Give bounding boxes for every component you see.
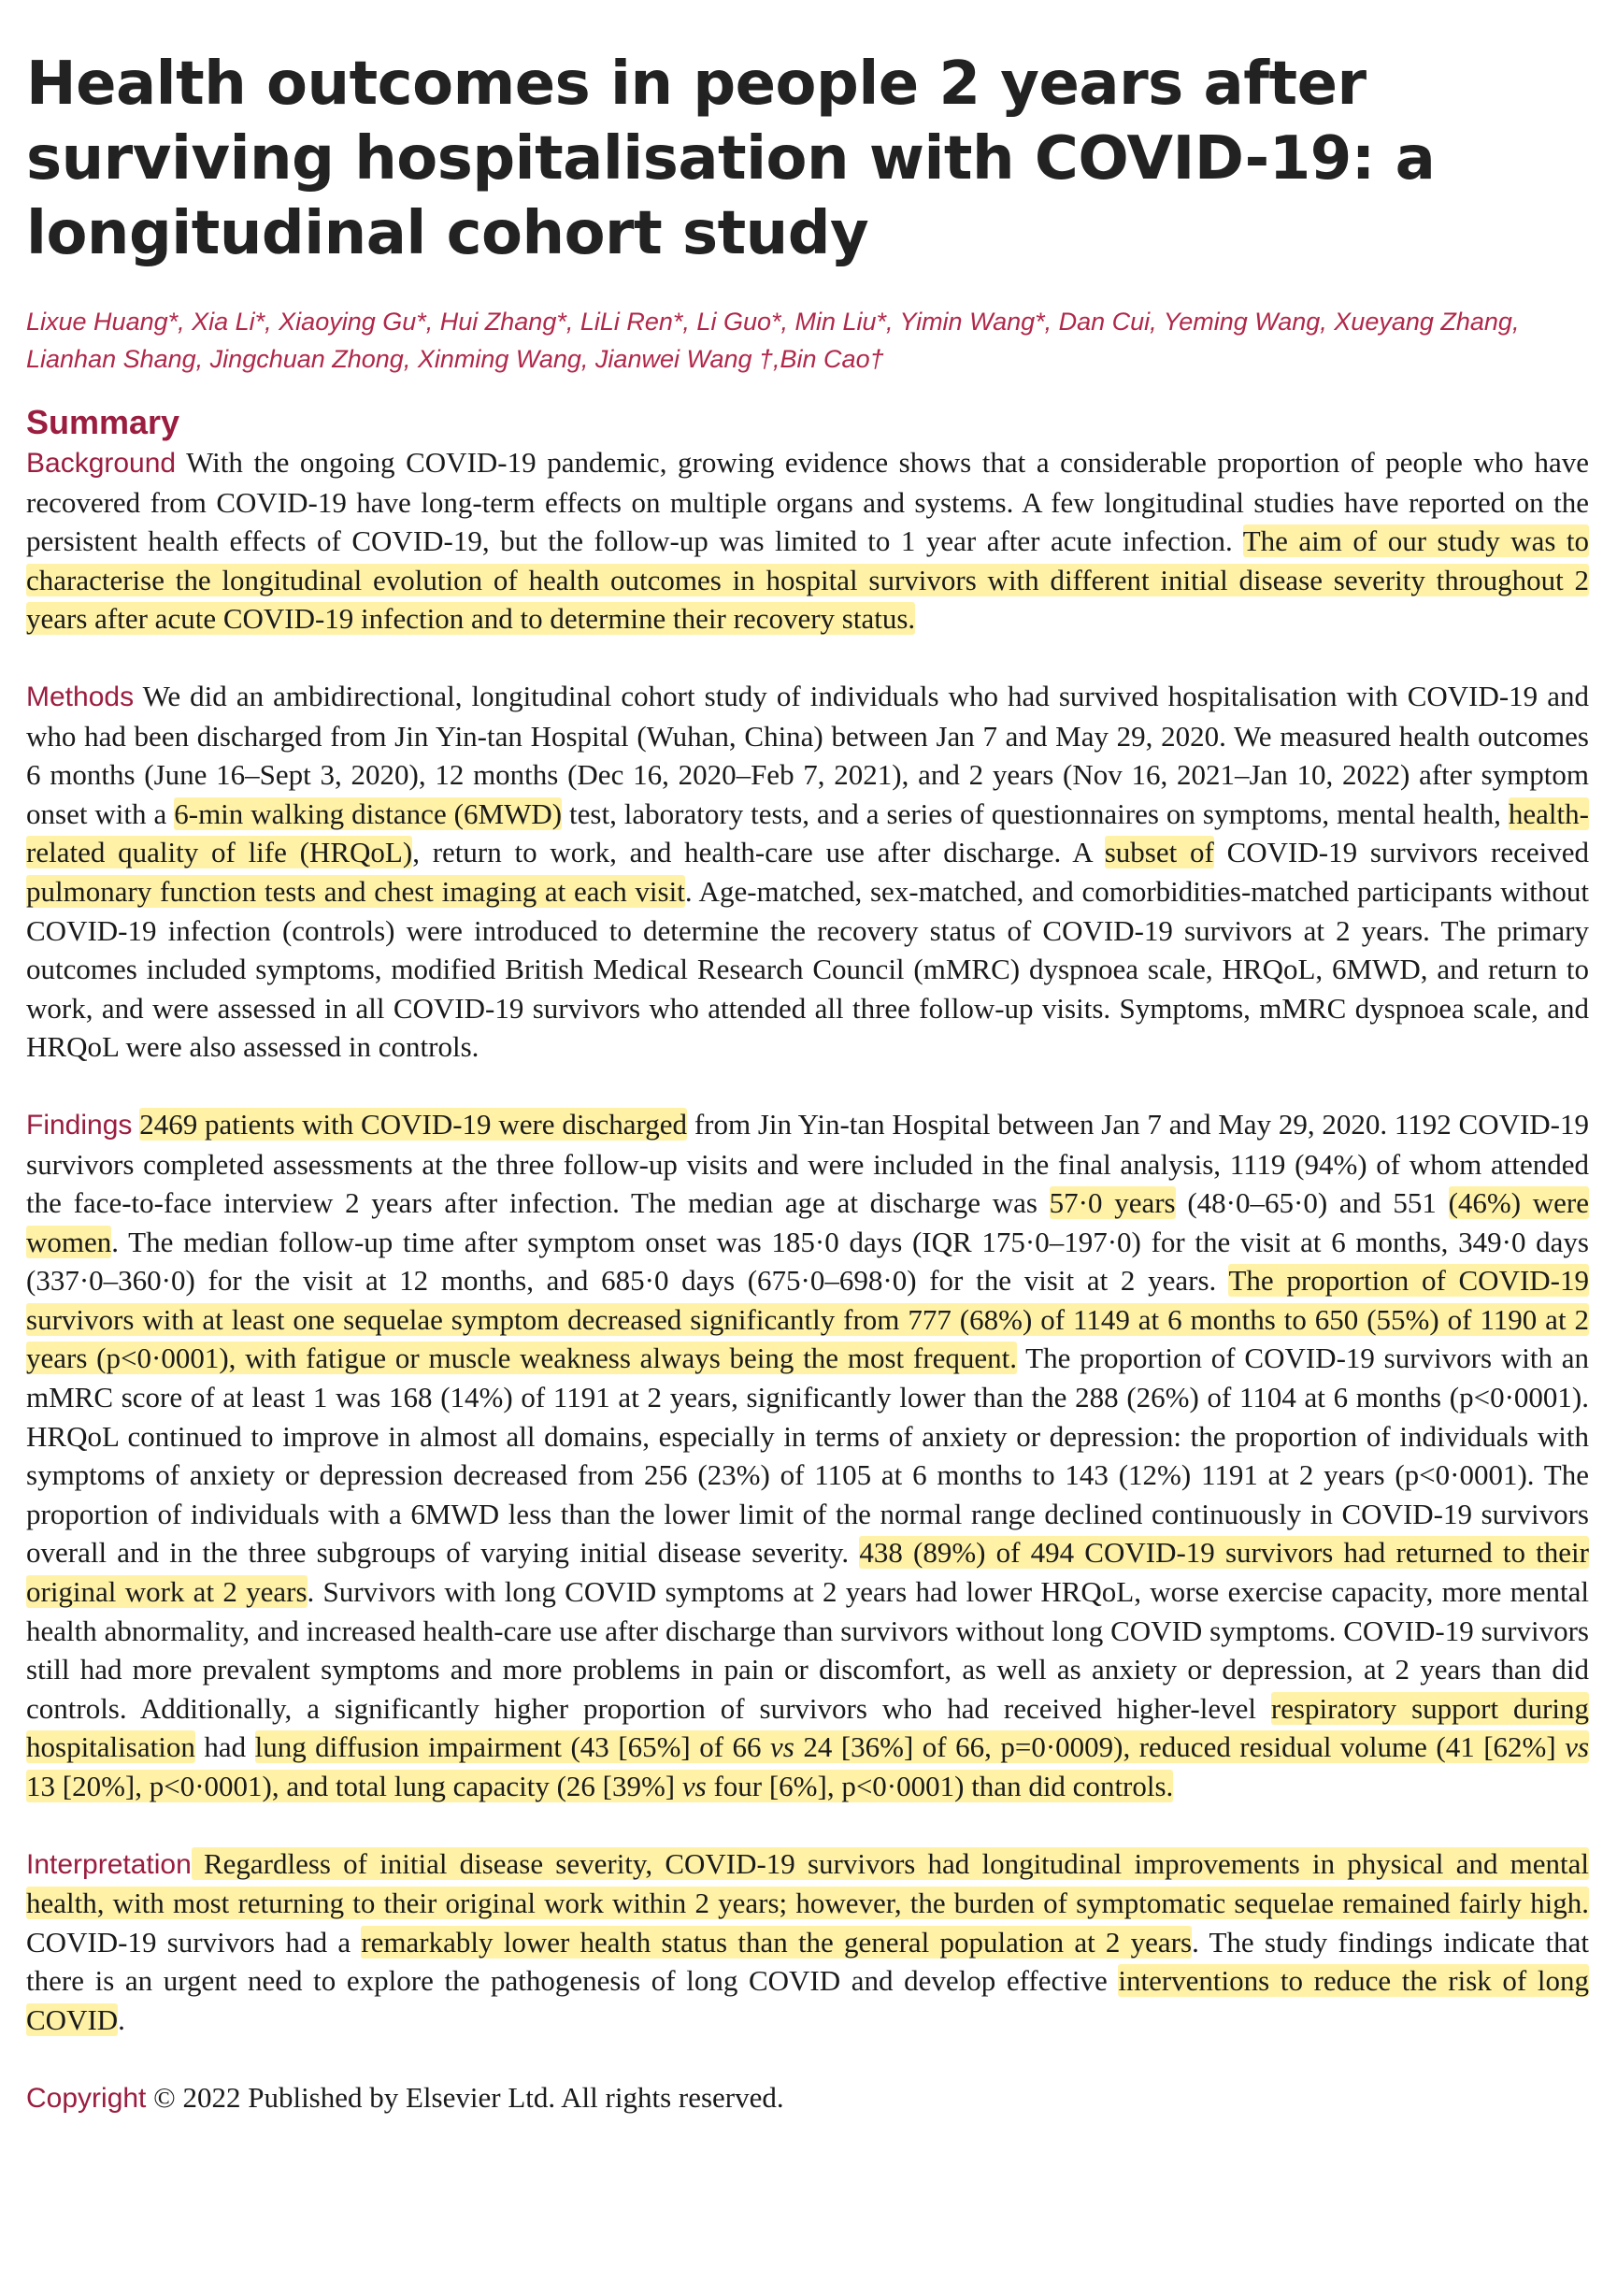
findings-text: . Survivors with long COVID symptoms at 2 years had lower HRQoL, worse exercise capacity, more mental health abnormality, and increased health-care use after discharge than survivors without long COVID symptoms. COVID-19 survivors still had more prevalent symptoms and more problems in pain or discomfort, as well as anxiety or depression, at 2 years than did controls. Additionally, a significantly higher proportion of survivors who had received higher-level (26, 1575, 1589, 1725)
highlight: remarkably lower health status than the general population at 2 years (361, 1925, 1193, 1959)
interpretation-label: Interpretation (26, 1848, 192, 1880)
highlight: health-related quality of life (HRQoL) (26, 796, 1589, 869)
highlight: interventions to reduce the risk of long COVID (26, 1964, 1589, 2036)
interpretation-paragraph (26, 1844, 1589, 2040)
highlight: 57·0 years (1049, 1186, 1176, 1220)
highlight: 6-min walking distance (6MWD) (174, 796, 563, 830)
highlight: respiratory support during hospitalisation (26, 1691, 1589, 1764)
highlight: The aim of our study was to characterise the longitudinal evolution of health outcomes in hospital survivors with different initial disease severity throughout 2 years after acute COVID-19 infection and to determine their recovery status. (26, 524, 1589, 636)
vs-italic: vs (1565, 1730, 1590, 1764)
methods-label: Methods (26, 681, 135, 712)
methods-text: , return to work, and health-care use after discharge. A (412, 836, 1105, 869)
findings-text: . The median follow-up time after symptom onset was 185·0 days (IQR 175·0–197·0) for the visit at 6 months, 349·0 days (337·0–360·0) for the visit at 12 months, and 685·0 days (675·0–698·0) for the visit at 2 years. (26, 1225, 1589, 1298)
findings-text: had (194, 1730, 255, 1764)
interpretation-text: . The study findings indicate that there is an urgent need to explore the pathogenesis of long COVID and develop effective (26, 1925, 1589, 1998)
highlight: Regardless of initial disease severity, COVID-19 survivors had longitudinal improvements in physical and mental health, with most returning to their original work within 2 years; however, the burden of symptomatic sequelae remained fairly high. (26, 1846, 1589, 1920)
findings-label: Findings (26, 1109, 133, 1141)
background-paragraph (26, 443, 1589, 639)
interpretation-text: . (118, 2002, 125, 2036)
findings-paragraph (26, 1105, 1589, 1806)
highlight-text: lung diffusion impairment (43 [65%] of 66 (254, 1730, 771, 1764)
findings-text: The proportion of COVID-19 survivors with an mMRC score of at least 1 was 168 (14%) of 1191 at 2 years, significantly lower than the 288 (26%) of 1104 at 6 months (p<0·0001). HRQoL continued to improve in almost all domains, especially in terms of anxiety or depression: the proportion of individuals with symptoms of anxiety or depression decreased from 256 (23%) of 1105 at 6 months to 143 (12%) 1191 at 2 years (p<0·0001). The proportion of individuals with a 6MWD less than the lower limit of the normal range declined continuously in COVID-19 survivors overall and in the three subgroups of varying initial disease severity. (26, 1342, 1589, 1570)
copyright-label: Copyright (26, 2082, 147, 2114)
methods-text: We did an ambidirectional, longitudinal cohort study of individuals who had survived hospitalisation with COVID-19 and who had been discharged from Jin Yin-tan Hospital (Wuhan, China) between Jan 7 and May 29, 2020. We measured health outcomes 6 months (June 16–Sept 3, 2020), 12 months (Dec 16, 2020–Feb 7, 2021), and 2 years (Nov 16, 2021–Jan 10, 2022) after symptom onset with a (26, 679, 1589, 830)
highlight: The proportion of COVID-19 survivors with at least one sequelae symptom decreased significantly from 777 (68%) of 1149 at 6 months to 650 (55%) of 1190 at 2 years (p<0·0001), with fatigue or muscle weakness always being the most frequent. (26, 1264, 1589, 1375)
copyright-text: © 2022 Published by Elsevier Ltd. All rights reserved. (146, 2080, 784, 2114)
highlight-text: four [6%], p<0·0001) than did controls. (706, 1770, 1174, 1802)
methods-text: test, laboratory tests, and a series of questionnaires on symptoms, mental health, (562, 796, 1509, 830)
highlight-text: 24 [36%] of 66, p=0·0009), reduced residual volume (41 [62%] (794, 1730, 1566, 1764)
highlight: (46%) were women (26, 1186, 1590, 1258)
background-label: Background (26, 448, 177, 479)
article-title: Health outcomes in people 2 years after surviving hospitalisation with COVID-19: a longitudinal cohort study (26, 50, 1436, 268)
copyright-line (26, 2078, 1589, 2118)
findings-text: (48·0–65·0) and 551 (1175, 1186, 1449, 1220)
highlight: subset of (1104, 836, 1214, 869)
vs-italic: vs (770, 1730, 794, 1764)
highlight-text: 13 [20%], p<0·0001), and total lung capacity (26 [39%] (26, 1770, 682, 1802)
vs-italic: vs (681, 1770, 707, 1802)
methods-paragraph (26, 677, 1589, 1067)
interpretation-text: COVID-19 survivors had a (26, 1925, 362, 1959)
summary-heading: Summary (26, 403, 180, 441)
methods-text: . Age-matched, sex-matched, and comorbidities-matched participants without COVID-19 infection (controls) were introduced to determine the recovery status of COVID-19 survivors at 2 years. The primary outcomes included symptoms, modified British Medical Research Council (mMRC) dyspnoea scale, HRQoL, 6MWD, and return to work, and were assessed in all COVID-19 survivors who attended all three follow-up visits. Symptoms, mMRC dyspnoea scale, and HRQoL were also assessed in controls. (26, 874, 1589, 1064)
highlight: pulmonary function tests and chest imaging at each visit (26, 874, 685, 908)
background-text: With the ongoing COVID-19 pandemic, growing evidence shows that a considerable proportion of people who have recovered from COVID-19 have long-term effects on multiple organs and systems. A few longitudinal studies have reported on the persistent health effects of COVID-19, but the follow-up was limited to 1 year after acute infection. (26, 446, 1589, 558)
findings-text: from Jin Yin-tan Hospital between Jan 7 and May 29, 2020. 1192 COVID-19 survivors completed assessments at the three follow-up visits and were included in the final analysis, 1119 (94%) of whom attended the face-to-face interview 2 years after infection. The median age at discharge was (26, 1107, 1589, 1220)
methods-text: COVID-19 survivors received (1213, 836, 1589, 869)
article (26, 47, 1589, 2117)
highlight: 438 (89%) of 494 COVID-19 survivors had returned to their original work at 2 years (26, 1536, 1589, 1609)
highlight (26, 1730, 1589, 1802)
highlight: 2469 patients with COVID-19 were discharged (139, 1107, 688, 1141)
author-list: Lixue Huang*, Xia Li*, Xiaoying Gu*, Hui Zhang*, LiLi Ren*, Li Guo*, Min Liu*, Yimin Wang*, Dan Cui, Yeming Wang, Xueyang Zhang, Lianhan Shang, Jingchuan Zhong, Xinming Wang, Jianwei Wang †,Bin Cao† (26, 308, 1520, 373)
